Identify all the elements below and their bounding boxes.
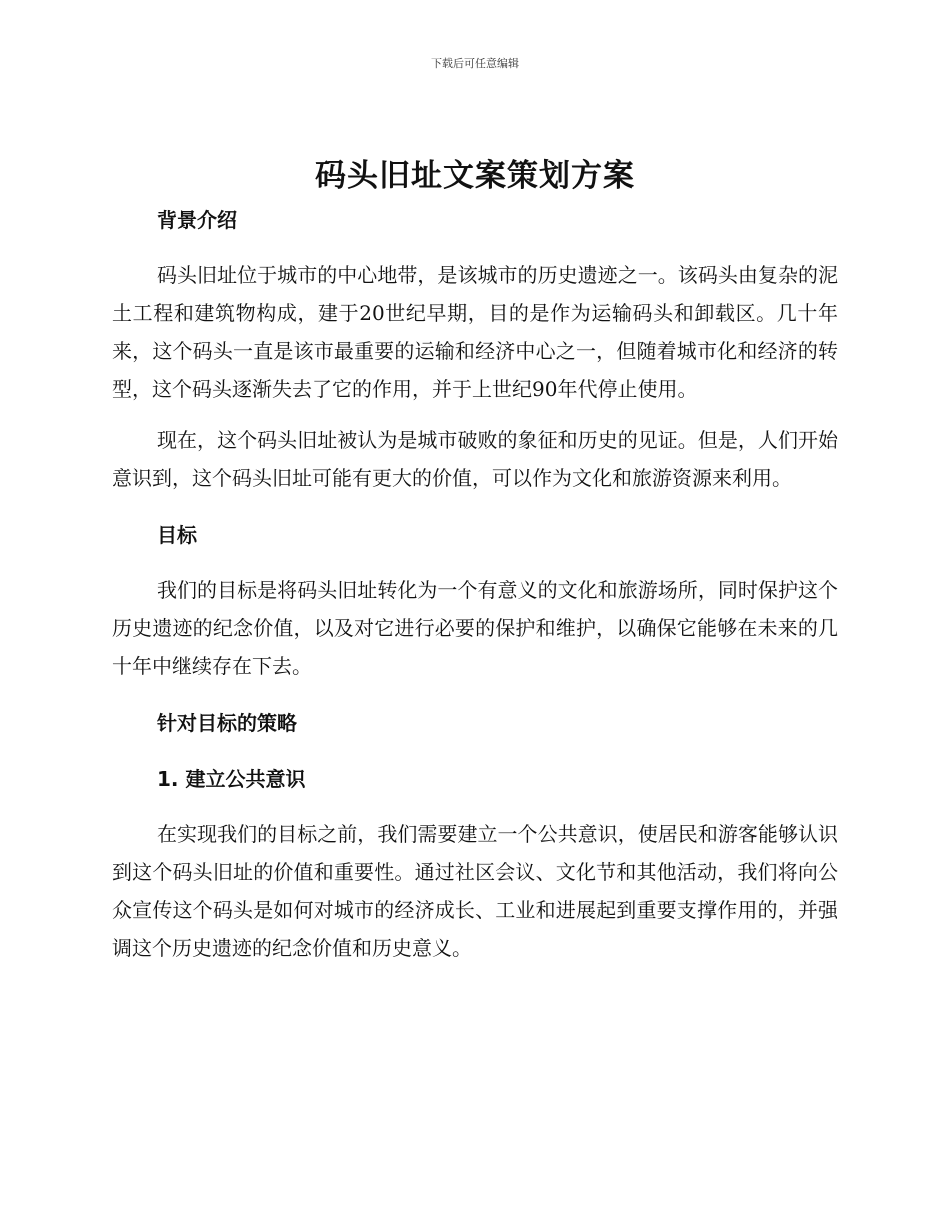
document-body	[112, 200, 838, 967]
section-heading-strategy: 针对目标的策略	[157, 711, 297, 735]
section-heading-background: 背景介绍	[157, 208, 237, 232]
document-title: 码头旧址文案策划方案	[315, 158, 635, 194]
paragraph-background-1: 码头旧址位于城市的中心地带，是该城市的历史遗迹之一。该码头由复杂的泥土工程和建筑物构成，建于20世纪早期，目的是作为运输码头和卸载区。几十年来，这个码头一直是该市最重要的运输和经济中心之一，但随着城市化和经济的转型，这个码头逐渐失去了它的作用，并于上世纪90年代停止使用。	[112, 263, 838, 401]
subsection-heading-public-awareness: 1. 建立公共意识	[157, 767, 306, 791]
section-heading-goal: 目标	[157, 523, 197, 547]
header-note: 下载后可任意编辑	[431, 57, 519, 70]
paragraph-background-2: 现在，这个码头旧址被认为是城市破败的象征和历史的见证。但是，人们开始意识到，这个码头旧址可能有更大的价值，可以作为文化和旅游资源来利用。	[112, 428, 838, 490]
paragraph-goal-1: 我们的目标是将码头旧址转化为一个有意义的文化和旅游场所，同时保护这个历史遗迹的纪念价值，以及对它进行必要的保护和维护，以确保它能够在未来的几十年中继续存在下去。	[112, 578, 838, 678]
paragraph-public-awareness-1: 在实现我们的目标之前，我们需要建立一个公共意识，使居民和游客能够认识到这个码头旧址的价值和重要性。通过社区会议、文化节和其他活动，我们将向公众宣传这个码头是如何对城市的经济成长、工业和进展起到重要支撑作用的，并强调这个历史遗迹的纪念价值和历史意义。	[112, 822, 838, 960]
